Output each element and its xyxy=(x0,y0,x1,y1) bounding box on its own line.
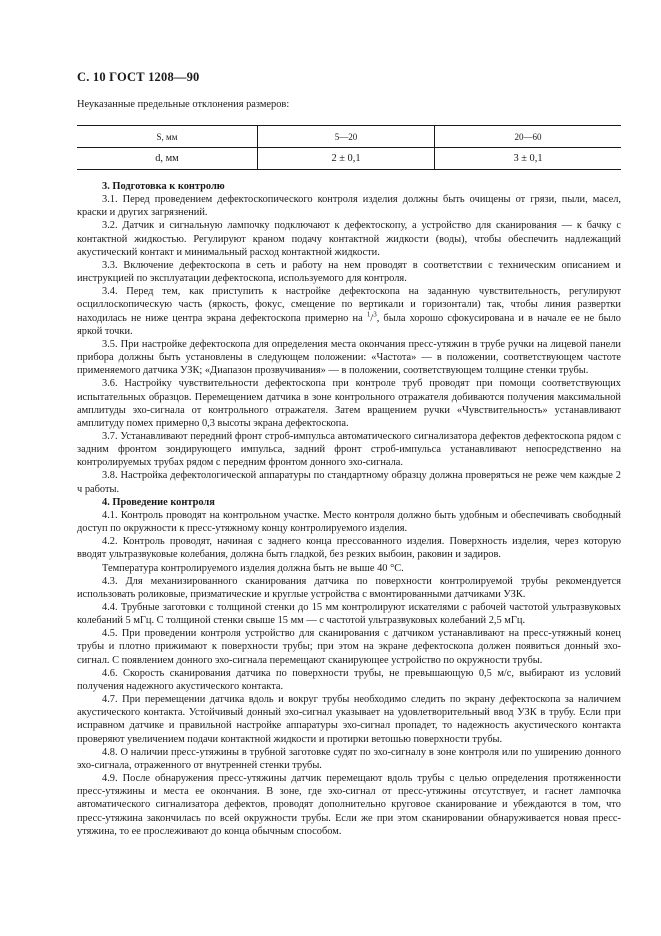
section-title-4: 4. Проведение контроля xyxy=(102,496,215,508)
section-title-3: 3. Подготовка к контролю xyxy=(102,181,225,192)
paragraph-3-3: 3.3. Включение дефектоскопа в сеть и работу на нем проводят в соответствии с техническим описанием и инструкцией по эксплуатации дефектоскопа, используемого для контроля. xyxy=(77,259,621,285)
paragraph-4-7: 4.7. При перемещении датчика вдоль и вокруг трубы необходимо следить по экрану дефектоскопа за наличием акустического контакта. Устойчивый донный эхо-сигнал указывает на удовлетворительный ввод УЗК в трубу. Если при исправном датчике и правильной настройке аппаратуры эхо-сигнал пропадет, то надежность акустического контакта проверяют увеличением подачи контактной жидкости и протирки ветошью поверхности трубы. xyxy=(77,694,621,745)
paragraph-4-5: 4.5. При проведении контроля устройство для сканирования с датчиком устанавливают на пресс-утяжный конец трубы и плотно прижимают к поверхности трубы; при этом на экране дефектоскопа должен появиться донный эхо-сигнал. С появлением донного эхо-сигнала перемещают сканирующее устройство по окружности трубы. xyxy=(77,628,621,666)
paragraph-3-4-text-b: , была хорошо сфокусирована и в начале ее не было яркой точки. xyxy=(77,312,621,337)
table-header-cell: 20—60 xyxy=(435,126,622,148)
document-body xyxy=(77,180,621,838)
fraction-denominator: 3 xyxy=(373,310,377,319)
table-cell: 3 ± 0,1 xyxy=(435,148,622,170)
paragraph-3-8: 3.8. Настройка дефектологической аппаратуры по стандартному образцу должна проверяться не реже чем каждые 2 ч работы. xyxy=(77,470,621,495)
paragraph-3-5: 3.5. При настройке дефектоскопа для определения места окончания пресс-утяжин в трубе ручки на лицевой панели прибора должны быть установлены в следующем положении: «Частота» — в положении, соответствующем частоте применяемого датчика УЗК; «Диапазон прозвучивания» — в положении, соответствующем толщине стенки трубы. xyxy=(77,338,621,377)
paragraph-3-1: 3.1. Перед проведением дефектоскопического контроля изделия должны быть очищены от грязи, пыли, масел, краски и других загрязнений. xyxy=(77,194,621,219)
paragraph-4-4: 4.4. Трубные заготовки с толщиной стенки до 15 мм контролируют искателями с рабочей частотой ультразвуковых колебаний 5 мГц. С толщиной стенки свыше 15 мм — с частотой ультразвуковых колебаний 2,5 мГц. xyxy=(77,602,621,627)
table-header-row xyxy=(77,126,621,148)
paragraph-4-8: 4.8. О наличии пресс-утяжины в трубной заготовке судят по эхо-сигналу в зоне контроля или по уширению донного эхо-сигнала, отраженного от внутренней стенки трубы. xyxy=(77,746,621,771)
paragraph-4-1: 4.1. Контроль проводят на контрольном участке. Место контроля должно быть удобным и обеспечивать свободный доступ по окружности к пресс-утяжному концу контролируемого изделия. xyxy=(77,509,621,535)
table-header-cell: 5—20 xyxy=(258,126,435,148)
paragraph-3-4-text-a: 3.4. Перед тем, как приступить к настройке дефектоскопа на заданную чувствительность, регулируют осциллоскопическую часть (яркость, фокус, смещение по вертикали и горизонтали) так, чтобы линия развертки находилась не ниже центра экрана дефектоскопа примерно на xyxy=(77,286,621,324)
table-row xyxy=(77,148,621,170)
tolerance-table xyxy=(77,125,621,170)
paragraph-4-6: 4.6. Скорость сканирования датчика по поверхности трубы, не превышающую 0,5 м/с, выбирают из условий получения надежного акустического контакта. xyxy=(77,667,621,692)
tolerance-intro: Неуказанные предельные отклонения размеров: xyxy=(77,99,290,110)
table-header-cell: S, мм xyxy=(77,126,258,148)
page-header: С. 10 ГОСТ 1208—90 xyxy=(77,70,200,84)
paragraph-4-9: 4.9. После обнаружения пресс-утяжины датчик перемещают вдоль трубы с целью определения протяженности пресс-утяжины и места ее окончания. В зоне, где эхо-сигнал от пресс-утяжины отсутствует, и гаснет лампочка автоматического сигнализатора дефектов, проводят дополнительно круговое сканирование и убеждаются в том, что пресс-утяжина закончилась по всей окружности трубы. Если же при этом сканировании обнаруживается новая пресс-утяжина, то ее прослеживают до конца обычным способом. xyxy=(77,773,621,837)
fraction-numerator: 1 xyxy=(366,310,371,319)
paragraph-3-4 xyxy=(77,285,621,338)
paragraph-4-2: 4.2. Контроль проводят, начиная с заднего конца прессованного изделия. Поверхность изделия, через которую вводят ультразвуковые колебания, должна быть гладкой, без резких выбоин, раковин и задиров. xyxy=(77,536,621,561)
table-cell: 2 ± 0,1 xyxy=(258,148,435,170)
paragraph-3-6: 3.6. Настройку чувствительности дефектоскопа при контроле труб проводят при помощи соответствующих испытательных образцов. Перемещением датчика в зоне контрольного отражателя добиваются получения максимальной амплитуды эхо-сигнала от контрольного отражателя. Затем вращением ручки «Чувствительность» устанавливают амплитуду помех примерно 0,3 высоты экрана дефектоскопа. xyxy=(77,378,621,429)
fraction-separator: / xyxy=(370,312,374,324)
paragraph-4-2-temperature: Температура контролируемого изделия должна быть не выше 40 °С. xyxy=(102,562,404,574)
paragraph-4-3: 4.3. Для механизированного сканирования датчика по поверхности контролируемой трубы рекомендуется использовать роликовые, призматические и круглые устройства с вмонтированными датчиками УЗК. xyxy=(77,575,621,600)
paragraph-3-2: 3.2. Датчик и сигнальную лампочку подключают к дефектоскопу, а устройство для сканирования — к бачку с контактной жидкостью. Регулируют краном подачу контактной жидкости (воды), чтобы обеспечить надлежащий акустический контакт и минимальный расход контактной жидкости. xyxy=(77,220,621,258)
paragraph-3-7: 3.7. Устанавливают передний фронт строб-импульса автоматического сигнализатора дефектов дефектоскопа рядом с задним фронтом зондирующего импульса, задний фронт строб-импульса устанавливают непосредственно на контролируемых трубах рядом с передним фронтом донного эхо-сигнала. xyxy=(77,430,621,469)
table-cell: d, мм xyxy=(77,148,258,170)
